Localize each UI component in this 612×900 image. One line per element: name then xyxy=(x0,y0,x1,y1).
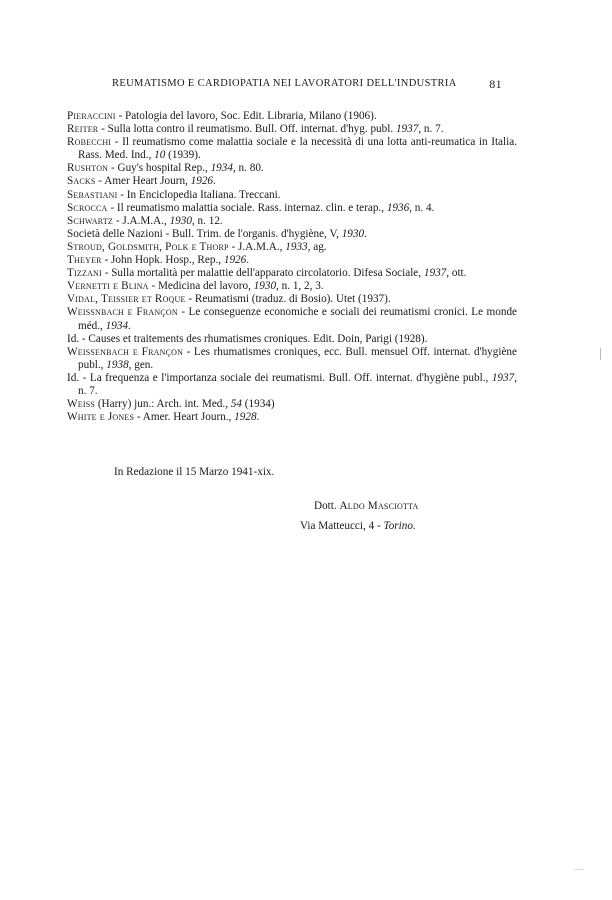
reference-text: - Patologia del lavoro, Soc. Edit. Libraria, Milano (1906). xyxy=(115,110,377,122)
reference-text: (1939). xyxy=(165,149,201,162)
reference-entry xyxy=(67,346,517,372)
reference-entry xyxy=(67,411,517,424)
reference-text: - Amer. Heart Journ., xyxy=(134,411,235,424)
reference-text: , n. 4. xyxy=(409,201,435,214)
reference-year: 1926 xyxy=(223,254,247,267)
reference-entry xyxy=(67,189,517,202)
reference-text: - Sulla lotta contro il reumatismo. Bull. Off. internat. d'hyg. publ. xyxy=(98,123,396,136)
reference-text: - Il reumatismo come malattia sociale e la necessità di una lotta anti-reumatica in Italia. Rass. Med. Ind., xyxy=(78,136,517,162)
reference-entry xyxy=(67,162,517,175)
reference-entry xyxy=(67,267,517,280)
running-title: REUMATISMO E CARDIOPATIA NEI LAVORATORI DELL'INDUSTRIA xyxy=(112,78,457,89)
reference-entry xyxy=(67,254,517,267)
reference-entry xyxy=(67,293,517,306)
reference-text: . xyxy=(256,411,260,424)
reference-author: Vidal, Teissier et Roque xyxy=(67,293,186,306)
reference-author: Schwartz xyxy=(67,214,114,227)
reference-year: 1930 xyxy=(341,227,365,240)
reference-text: - Les rhumatismes croniques, ecc. Bull. mensuel Off. internat. d'hygiène publ., xyxy=(78,345,517,371)
reference-author: Theyer xyxy=(67,254,102,267)
reference-year: 1937 xyxy=(423,267,447,280)
reference-author: Pieraccini xyxy=(67,110,116,122)
reference-text: - J.A.M.A., xyxy=(113,214,170,227)
reference-text: - In Enciclopedia Italiana. Treccani. xyxy=(117,188,281,201)
reference-author: Scrocca xyxy=(67,201,108,214)
reference-author: Vernetti e Blina xyxy=(67,280,149,293)
reference-entry xyxy=(67,398,517,411)
signature-name: Aldo Masciotta xyxy=(339,500,419,512)
signature-prefix: Dott. xyxy=(314,500,340,512)
signature-block xyxy=(300,496,418,536)
page-number: 81 xyxy=(489,77,502,91)
reference-text: , n. 1, 2, 3. xyxy=(276,280,324,293)
reference-entry xyxy=(67,175,517,188)
reference-entry xyxy=(67,333,517,346)
reference-entry xyxy=(67,110,517,123)
reference-year: 1938 xyxy=(106,358,129,371)
reference-author: Weissnbach e Françon xyxy=(67,306,178,319)
reference-year: 1934 xyxy=(105,319,129,332)
signature-name-line xyxy=(300,496,418,516)
reference-text: - Le conseguenze economiche e sociali dei reumatismi cronici. Le monde méd., xyxy=(78,306,517,332)
reference-text: - Guy's hospital Rep., xyxy=(108,162,211,175)
reference-year: 1928 xyxy=(234,411,257,424)
reference-text: . xyxy=(246,254,250,267)
reference-text: , gen. xyxy=(128,358,154,371)
reference-author: Weiss xyxy=(67,398,96,411)
reference-text: Società delle Nazioni - Bull. Trim. de l'organis. d'hygiène, V, xyxy=(67,227,342,240)
reference-list xyxy=(67,110,517,424)
reference-text: - J.A.M.A., xyxy=(228,240,286,253)
reference-year: 1937 xyxy=(395,123,419,136)
reference-year: 54 xyxy=(230,398,242,411)
reference-author: Weissenbach e Françon xyxy=(67,345,184,358)
reference-author: Rushton xyxy=(67,162,109,175)
reference-year: 1930 xyxy=(253,280,277,293)
scan-mark xyxy=(574,869,584,870)
reference-author: Sebastiani xyxy=(67,188,118,201)
reference-entry xyxy=(67,280,517,293)
reference-entry xyxy=(67,202,517,215)
reference-author: Robecchi xyxy=(67,136,112,149)
reference-year: 10 xyxy=(154,149,166,162)
signature-city: Torino. xyxy=(383,520,416,532)
reference-year: 1933 xyxy=(285,240,308,253)
reference-entry xyxy=(67,241,517,254)
reference-text: , n. 12. xyxy=(191,214,223,227)
reference-text: , ott. xyxy=(446,267,467,280)
reference-text: . xyxy=(128,319,131,332)
reference-entry xyxy=(67,123,517,136)
reference-text: - Amer Heart Journ, xyxy=(95,175,191,188)
reference-text: - John Hopk. Hosp., Rep., xyxy=(101,254,224,267)
signature-address: Via Matteucci, 4 - xyxy=(300,520,384,532)
reference-author: White e Jones xyxy=(67,411,135,424)
reference-text: . xyxy=(213,175,216,188)
reference-entry xyxy=(67,372,517,398)
reference-author: Stroud, Goldsmith, Polk e Thorp xyxy=(67,240,229,253)
reference-text: (Harry) jun.: Arch. int. Med., xyxy=(95,398,231,411)
reference-text: - Reumatismi (traduz. di Bosio). Utet (1937). xyxy=(185,293,391,306)
reference-author: Sacks xyxy=(67,175,96,188)
reference-entry xyxy=(67,136,517,162)
reference-author: Tizzani xyxy=(67,267,102,280)
signature-address-line xyxy=(300,516,418,536)
reference-text: , n. 80. xyxy=(232,162,264,175)
reference-text: - Medicina del lavoro, xyxy=(148,280,254,293)
reference-entry xyxy=(67,228,517,241)
reference-entry xyxy=(67,306,517,332)
reference-text: Id. - Causes et traitements des rhumatismes croniques. Edit. Doin, Parigi (1928). xyxy=(67,332,428,345)
scan-mark xyxy=(600,348,601,360)
reference-year: 1936 xyxy=(386,201,410,214)
reference-text: , n. 7. xyxy=(78,371,517,397)
reference-author: Reiter xyxy=(67,123,99,136)
reference-text: Id. - La frequenza e l'importanza sociale dei reumatismi. Bull. Off. internat. d'hygiène publ., xyxy=(67,371,492,384)
reference-year: 1930 xyxy=(169,214,192,227)
reference-year: 1937 xyxy=(491,371,515,384)
closing-line: In Redazione il 15 Marzo 1941-xix. xyxy=(114,466,275,478)
reference-text: , n. 7. xyxy=(418,123,444,136)
reference-text: , ag. xyxy=(307,240,327,253)
reference-text: . xyxy=(364,227,367,240)
reference-year: 1934 xyxy=(210,162,233,175)
reference-text: - Sulla mortalità per malattie dell'apparato circolatorio. Difesa Sociale, xyxy=(101,267,424,280)
reference-year: 1926 xyxy=(190,175,214,188)
reference-text: - Il reumatismo malattia sociale. Rass. internaz. clin. e terap., xyxy=(107,201,387,214)
reference-entry xyxy=(67,215,517,228)
reference-text: (1934) xyxy=(241,398,275,411)
